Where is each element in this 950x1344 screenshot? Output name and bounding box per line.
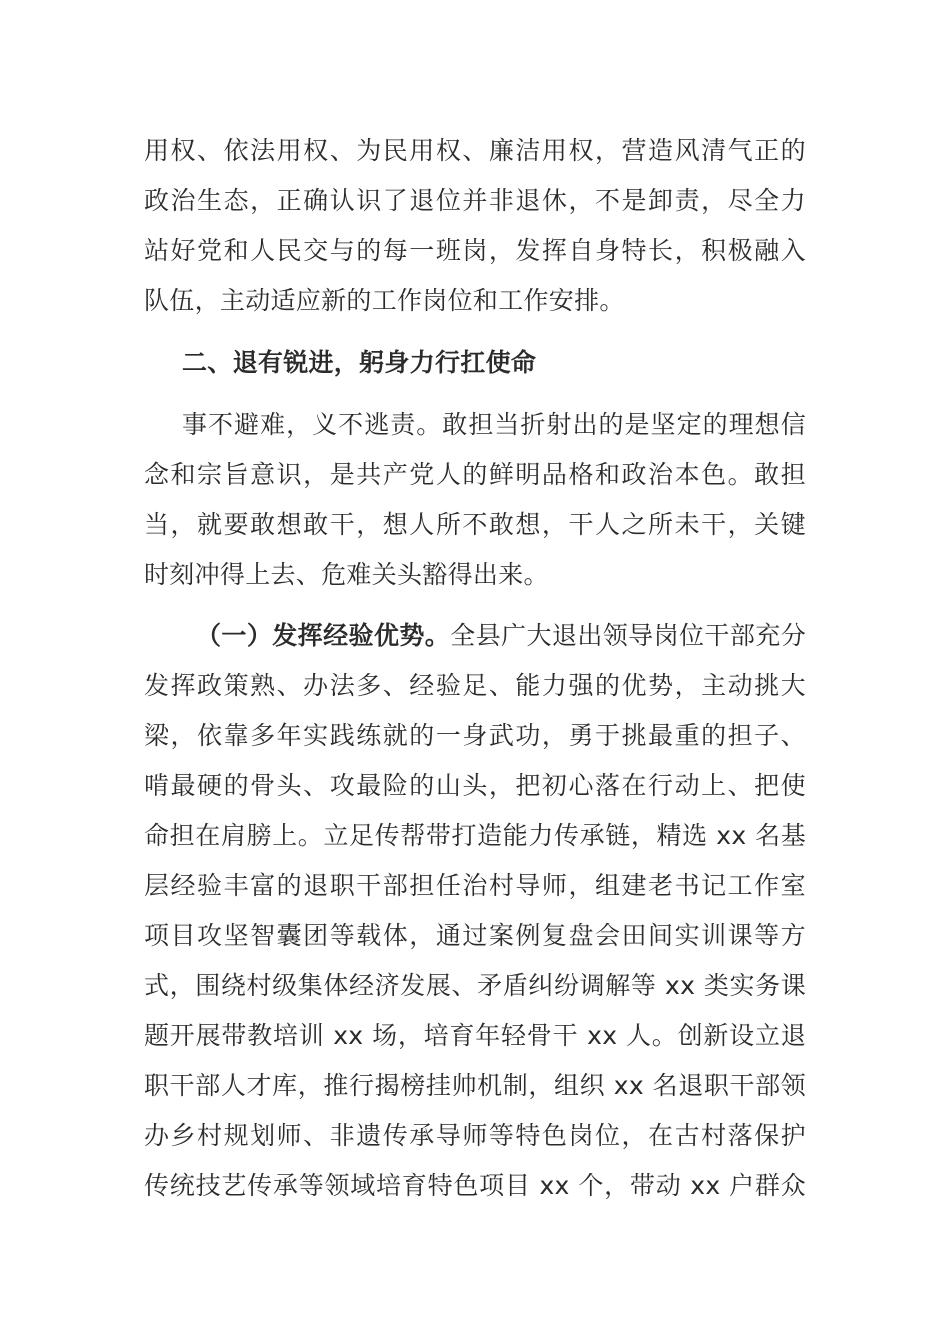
text-line: 当，就要敢想敢干，想人所不敢想，干人之所未干，关键 xyxy=(144,510,806,539)
text-line: 传统技艺传承等领域培育特色项目 xx 个，带动 xx 户群众 xyxy=(144,1171,806,1200)
text-line: 站好党和人民交与的每一班岗，发挥自身特长，积极融入 xyxy=(144,236,806,265)
section-heading: 二、退有锐进，躬身力行扛使命 xyxy=(182,348,537,377)
text-line: 事不避难，义不逃责。敢担当折射出的是坚定的理想信 xyxy=(182,410,806,439)
text-line: 项目攻坚智囊团等载体，通过案例复盘会田间实训课等方 xyxy=(144,921,806,950)
first-line-text: 全县广大退出领导岗位干部充分 xyxy=(450,621,806,650)
text-line: 用权、依法用权、为民用权、廉洁用权，营造风清气正的 xyxy=(144,136,806,165)
text-line: 职干部人才库，推行揭榜挂帅机制，组织 xx 名退职干部领 xyxy=(144,1071,806,1100)
text-line: 题开展带教培训 xx 场，培育年轻骨干 xx 人。创新设立退 xyxy=(144,1021,806,1050)
text-line: 发挥政策熟、办法多、经验足、能力强的优势，主动挑大 xyxy=(144,671,806,700)
text-line: 办乡村规划师、非遗传承导师等特色岗位，在古村落保护 xyxy=(144,1121,806,1150)
text-line: 啃最硬的骨头、攻最险的山头，把初心落在行动上、把使 xyxy=(144,771,806,800)
text-line: 政治生态，正确认识了退位并非退休，不是卸责，尽全力 xyxy=(144,186,806,215)
text-line-first xyxy=(144,611,806,661)
text-line: 式，围绕村级集体经济发展、矛盾纠纷调解等 xx 类实务课 xyxy=(144,971,806,1000)
text-line: 队伍，主动适应新的工作岗位和工作安排。 xyxy=(144,286,625,315)
paragraph-3 xyxy=(144,611,806,1211)
text-line: 命担在肩膀上。立足传帮带打造能力传承链，精选 xx 名基 xyxy=(144,821,806,850)
section-2 xyxy=(144,338,806,388)
paragraph-2 xyxy=(144,400,806,600)
subsection-heading: （一）发挥经验优势。 xyxy=(196,621,451,650)
paragraph-1-continued xyxy=(144,126,806,326)
text-line: 层经验丰富的退职干部担任治村导师，组建老书记工作室 xyxy=(144,871,806,900)
text-line: 时刻冲得上去、危难关头豁得出来。 xyxy=(144,560,549,589)
text-line: 念和宗旨意识，是共产党人的鲜明品格和政治本色。敢担 xyxy=(144,460,806,489)
text-line: 梁，依靠多年实践练就的一身武功，勇于挑最重的担子、 xyxy=(144,721,806,750)
